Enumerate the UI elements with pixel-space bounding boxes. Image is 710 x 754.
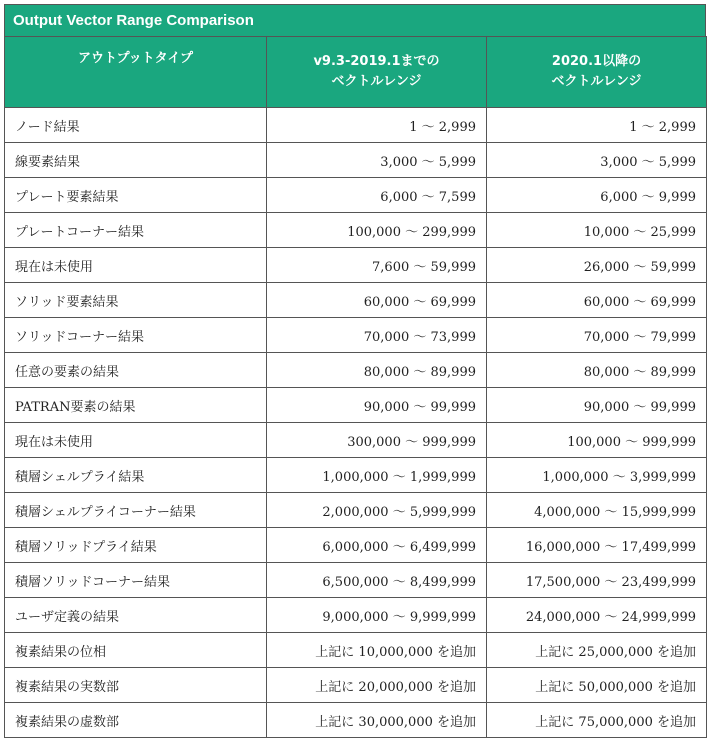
output-type-cell: 線要素結果 [5, 143, 267, 178]
table-row [5, 353, 707, 388]
output-type-cell: ユーザ定義の結果 [5, 598, 267, 633]
output-type-cell: 積層ソリッドコーナー結果 [5, 563, 267, 598]
old-range-cell: 60,000 ～ 69,999 [267, 283, 487, 318]
old-range-cell: 6,000 ～ 7,599 [267, 178, 487, 213]
new-range-cell: 10,000 ～ 25,999 [487, 213, 707, 248]
header-row [5, 37, 707, 108]
table-row [5, 528, 707, 563]
header-new-range [487, 37, 707, 108]
new-range-cell: 1,000,000 ～ 3,999,999 [487, 458, 707, 493]
table-row [5, 423, 707, 458]
output-type-cell: 積層ソリッドプライ結果 [5, 528, 267, 563]
output-type-cell: プレート要素結果 [5, 178, 267, 213]
table-row [5, 143, 707, 178]
comparison-table-container [4, 4, 706, 738]
old-range-cell: 3,000 ～ 5,999 [267, 143, 487, 178]
new-range-cell: 16,000,000 ～ 17,499,999 [487, 528, 707, 563]
output-type-cell: 積層シェルプライコーナー結果 [5, 493, 267, 528]
new-range-cell: 70,000 ～ 79,999 [487, 318, 707, 353]
table-row [5, 563, 707, 598]
table-row [5, 668, 707, 703]
new-range-cell: 26,000 ～ 59,999 [487, 248, 707, 283]
new-range-cell: 1 ～ 2,999 [487, 108, 707, 143]
new-range-cell: 6,000 ～ 9,999 [487, 178, 707, 213]
new-range-cell: 60,000 ～ 69,999 [487, 283, 707, 318]
table-row [5, 248, 707, 283]
header-output-type: アウトプットタイプ [5, 37, 267, 108]
output-type-cell: 現在は未使用 [5, 248, 267, 283]
table-row [5, 388, 707, 423]
header-new-range-line2: ベクトルレンジ [551, 74, 642, 89]
old-range-cell: 1,000,000 ～ 1,999,999 [267, 458, 487, 493]
table-row [5, 213, 707, 248]
table-row [5, 283, 707, 318]
table-row [5, 108, 707, 143]
new-range-cell: 80,000 ～ 89,999 [487, 353, 707, 388]
output-type-cell: 複素結果の実数部 [5, 668, 267, 703]
old-range-cell: 7,600 ～ 59,999 [267, 248, 487, 283]
output-type-cell: 現在は未使用 [5, 423, 267, 458]
output-type-cell: 複素結果の虚数部 [5, 703, 267, 738]
old-range-cell: 6,000,000 ～ 6,499,999 [267, 528, 487, 563]
output-type-cell: 複素結果の位相 [5, 633, 267, 668]
new-range-cell: 17,500,000 ～ 23,499,999 [487, 563, 707, 598]
old-range-cell: 80,000 ～ 89,999 [267, 353, 487, 388]
new-range-cell: 上記に 50,000,000 を追加 [487, 668, 707, 703]
table-row [5, 633, 707, 668]
old-range-cell: 70,000 ～ 73,999 [267, 318, 487, 353]
vector-range-table [4, 36, 707, 738]
old-range-cell: 90,000 ～ 99,999 [267, 388, 487, 423]
table-row [5, 458, 707, 493]
output-type-cell: 任意の要素の結果 [5, 353, 267, 388]
new-range-cell: 4,000,000 ～ 15,999,999 [487, 493, 707, 528]
header-old-range-line2: ベクトルレンジ [331, 74, 422, 89]
new-range-cell: 3,000 ～ 5,999 [487, 143, 707, 178]
new-range-cell: 90,000 ～ 99,999 [487, 388, 707, 423]
old-range-cell: 上記に 10,000,000 を追加 [267, 633, 487, 668]
table-row [5, 598, 707, 633]
output-type-cell: ノード結果 [5, 108, 267, 143]
output-type-cell: ソリッドコーナー結果 [5, 318, 267, 353]
header-new-range-line1: 2020.1以降の [551, 54, 642, 69]
old-range-cell: 6,500,000 ～ 8,499,999 [267, 563, 487, 598]
old-range-cell: 9,000,000 ～ 9,999,999 [267, 598, 487, 633]
old-range-cell: 1 ～ 2,999 [267, 108, 487, 143]
output-type-cell: ソリッド要素結果 [5, 283, 267, 318]
output-type-cell: プレートコーナー結果 [5, 213, 267, 248]
table-row [5, 318, 707, 353]
new-range-cell: 上記に 75,000,000 を追加 [487, 703, 707, 738]
output-type-cell: PATRAN要素の結果 [5, 388, 267, 423]
output-type-cell: 積層シェルプライ結果 [5, 458, 267, 493]
table-row [5, 703, 707, 738]
new-range-cell: 100,000 ～ 999,999 [487, 423, 707, 458]
old-range-cell: 300,000 ～ 999,999 [267, 423, 487, 458]
old-range-cell: 上記に 20,000,000 を追加 [267, 668, 487, 703]
table-title: Output Vector Range Comparison [4, 4, 706, 36]
old-range-cell: 2,000,000 ～ 5,999,999 [267, 493, 487, 528]
new-range-cell: 24,000,000 ～ 24,999,999 [487, 598, 707, 633]
old-range-cell: 100,000 ～ 299,999 [267, 213, 487, 248]
table-row [5, 178, 707, 213]
new-range-cell: 上記に 25,000,000 を追加 [487, 633, 707, 668]
header-old-range-line1: v9.3-2019.1までの [313, 54, 440, 69]
table-row [5, 493, 707, 528]
header-old-range [267, 37, 487, 108]
old-range-cell: 上記に 30,000,000 を追加 [267, 703, 487, 738]
